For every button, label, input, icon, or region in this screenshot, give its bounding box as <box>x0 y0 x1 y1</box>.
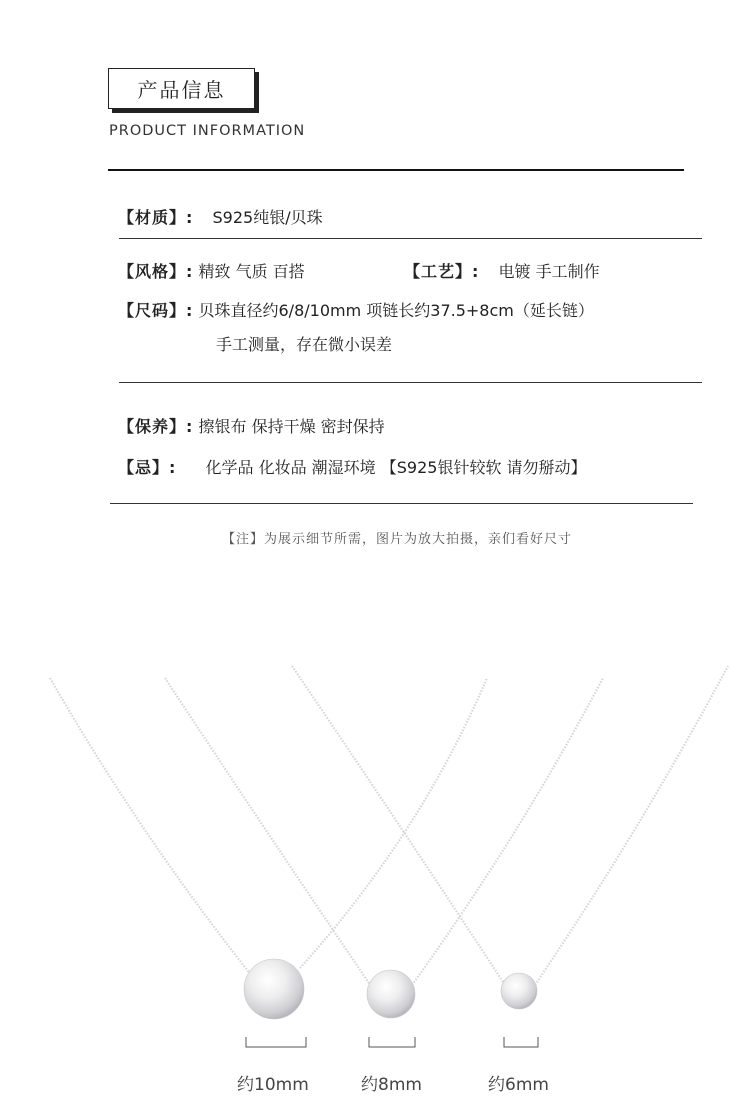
bracket-10mm <box>246 1037 306 1047</box>
style-row <box>118 259 305 282</box>
pearl-10mm <box>244 959 304 1019</box>
divider-1 <box>119 238 702 239</box>
size-row <box>118 298 594 321</box>
style-label: 【风格】: <box>118 262 194 281</box>
craft-row <box>404 259 600 282</box>
care-value: 擦银布 保持干燥 密封保持 <box>198 417 385 436</box>
section-title <box>108 68 255 109</box>
craft-label: 【工艺】: <box>404 262 480 281</box>
pearl-6mm <box>501 973 537 1009</box>
bracket-8mm <box>369 1037 415 1047</box>
material-label: 【材质】: <box>118 208 194 227</box>
divider-2 <box>119 382 702 383</box>
pearl-label-10mm: 约10mm <box>237 1075 309 1095</box>
chain-medium <box>165 678 603 992</box>
avoid-row <box>118 455 587 478</box>
header-divider <box>108 169 684 171</box>
divider-3 <box>110 503 693 504</box>
size-value-line1: 贝珠直径约6/8/10mm 项链长约37.5+8cm（延长链） <box>198 301 594 320</box>
avoid-label: 【忌】: <box>118 458 177 477</box>
section-subtitle: PRODUCT INFORMATION <box>109 123 306 139</box>
avoid-value: 化学品 化妆品 潮湿环境 【S925银针较软 请勿掰动】 <box>205 458 587 477</box>
material-row <box>118 205 323 228</box>
size-value-line2: 手工测量，存在微小误差 <box>216 335 393 354</box>
pearl-necklaces-image <box>0 600 750 1050</box>
pearl-label-8mm: 约8mm <box>361 1075 422 1095</box>
size-label: 【尺码】: <box>118 301 194 320</box>
bracket-6mm <box>504 1037 538 1047</box>
chain-small <box>292 666 728 985</box>
chain-large <box>50 678 487 980</box>
style-value: 精致 气质 百搭 <box>198 262 305 281</box>
section-title-text: 产品信息 <box>137 78 226 102</box>
pearl-label-6mm: 约6mm <box>488 1075 549 1095</box>
care-row <box>118 414 385 437</box>
size-note: 【注】为展示细节所需，图片为放大拍摄，亲们看好尺寸 <box>222 532 573 547</box>
craft-value: 电镀 手工制作 <box>498 262 600 281</box>
material-value: S925纯银/贝珠 <box>212 208 323 227</box>
care-label: 【保养】: <box>118 417 194 436</box>
pearl-8mm <box>367 970 415 1018</box>
